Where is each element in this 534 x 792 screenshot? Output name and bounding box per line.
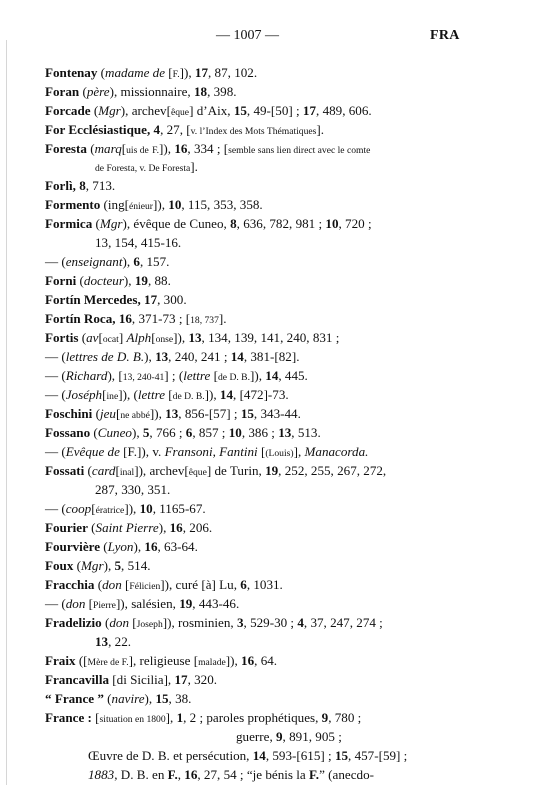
entry-text: ), [144,691,156,706]
entry-text: — ( [45,368,66,383]
page-edge-shadow [6,40,7,785]
entry-text: , 381-[82]. [243,349,300,364]
entry-text: ([ [75,653,88,668]
entry-term: Foux [45,558,74,573]
index-line [45,216,372,232]
entry-small: êque [188,467,207,478]
entry-text: , 27, 54 ; “je bénis la [197,767,310,782]
entry-small: Joseph [136,619,163,630]
entry-text: , 206. [182,520,213,535]
entry-term: 19 [134,273,148,288]
entry-text: ( [94,577,103,592]
entry-italic: Cuneo [97,425,132,440]
entry-text: ( [86,141,95,156]
entry-text: , 63-64. [157,539,198,554]
entry-text: ]), [152,197,169,212]
entry-text: , 49-[50] ; [246,103,303,118]
entry-text: ]), rosminien, [162,615,237,630]
entry-text: ]), [173,330,189,345]
entry-text: ], [165,710,177,725]
entry-text: , 38. [168,691,192,706]
entry-term: 5 [114,558,122,573]
entry-text: ( [87,520,96,535]
entry-term: F. [309,767,320,782]
entry-text: , 398. [207,84,237,99]
entry-term: Forni [45,273,77,288]
entry-italic: Lyon [107,539,134,554]
index-line [45,463,386,481]
entry-text: [ [85,596,94,611]
entry-text: , 513. [291,425,321,440]
entry-term: F. [167,767,178,782]
entry-italic: navire [111,691,145,706]
entry-text: ), [144,349,156,364]
entry-text: , 134, 139, 141, 240, 831 ; [201,330,340,345]
entry-text: ” (anecdo- [319,767,374,782]
entry-term: Foresta [45,141,87,156]
entry-text: , 22. [108,634,132,649]
entry-text: (ing[ [100,197,129,212]
entry-text: , D. B. en [114,767,168,782]
entry-text: ), [123,273,135,288]
entry-text: , 856-[57] ; [178,406,241,421]
entry-italic: don [65,596,86,611]
entry-term: Fortis [45,330,79,345]
entry-text: [di Sicilia], [109,672,175,687]
entry-text: ( [84,463,92,478]
entry-text: ), [ [107,368,123,383]
entry-term: 8 [230,216,237,231]
entry-small: Pierre [93,600,116,611]
entry-text: , 636, 782, 981 ; [236,216,326,231]
entry-small: De Foresta [148,163,191,174]
entry-term: Fraix [45,653,76,668]
entry-term: 9 [321,710,329,725]
entry-small: onse [155,334,174,345]
entry-term: Fourvière [45,539,101,554]
index-line [45,577,283,595]
entry-text: [ [102,387,107,402]
entry-text: ]), [124,501,140,516]
entry-text: , 157. [139,254,170,269]
entry-italic: Mgr [99,216,123,231]
entry-text: , 334 ; [ [187,141,229,156]
entry-term: 19 [265,463,279,478]
index-line [45,178,115,194]
entry-term: 6 [240,577,247,592]
entry-text: , 2 ; paroles prophétiques, [183,710,322,725]
entry-term: 14 [219,387,234,402]
index-line [45,311,227,329]
entry-term: 16 [174,141,188,156]
entry-small: F. [172,69,180,80]
entry-italic: Manacorda. [304,444,369,459]
entry-term: Francavilla [45,672,110,687]
entry-term: Fortín Mercedes, [45,292,141,307]
index-line [95,235,181,251]
entry-small: v. l’Index des Mots Thématiques [190,126,317,137]
entry-text: ), [103,558,115,573]
entry-small: ocat [102,334,119,345]
entry-text: [ [98,330,103,345]
index-line [45,425,321,441]
entry-text: ]), [149,406,166,421]
entry-text: , 529-30 ; [243,615,298,630]
entry-italic: lettre [183,368,211,383]
index-line [45,141,370,159]
entry-text: ]), [249,368,266,383]
entry-italic: docteur [83,273,124,288]
entry-text: , 489, 606. [316,103,372,118]
index-line [95,159,198,177]
entry-term: 10 [325,216,339,231]
entry-term: 17 [174,672,188,687]
entry-term: 6 [133,254,140,269]
entry-text: , 766 ; [149,425,186,440]
entry-text: , 514. [121,558,151,573]
entry-text: , 64. [254,653,278,668]
entry-term: 15 [334,748,349,763]
entry-text: ( [90,425,98,440]
index-line [95,482,170,498]
entry-text: [ [115,406,121,421]
page-number: — 1007 — [216,28,279,43]
entry-term: Fourier [45,520,88,535]
entry-term: 15 [233,103,247,118]
entry-text: , 88. [147,273,171,288]
entry-term: Forlì, [45,178,76,193]
entry-italic: don [102,577,122,592]
entry-text: guerre, [236,729,276,744]
entry-term: 13 [95,634,109,649]
entry-italic: don [109,615,130,630]
entry-term: 10 [168,197,182,212]
entry-text: ] de Turin, [206,463,266,478]
index-line [45,122,324,140]
entry-text: ( [92,216,100,231]
entry-term: 13 [188,330,202,345]
entry-text: ] d’Aix, [189,103,234,118]
entry-text: ( [92,406,100,421]
entry-text: ( [78,330,87,345]
entry-text: , 343-44. [253,406,301,421]
entry-small: ine [106,391,119,402]
entry-text: , 1031. [246,577,283,592]
index-line [45,444,368,462]
entry-term: 17 [144,292,158,307]
entry-text: ] [118,330,127,345]
index-line [45,596,239,614]
entry-term: 4 [297,615,304,630]
entry-term: For Ecclésiastique, [45,122,151,137]
entry-text: , 891, 905 ; [282,729,342,744]
index-line [236,729,342,745]
entry-italic: Alph [126,330,152,345]
entry-term: 15 [240,406,254,421]
entry-text: [F.]), v. [119,444,165,459]
entry-text: ( [73,558,82,573]
index-line [45,330,339,348]
entry-italic: 1883 [88,767,115,782]
index-line [45,254,169,270]
entry-text: — ( [45,349,66,364]
index-line [45,558,151,574]
index-line [45,368,308,386]
entry-text: ], religieuse [ [128,653,199,668]
index-line [45,349,299,365]
entry-italic: Mgr [81,558,104,573]
entry-italic: Mgr [98,103,121,118]
entry-text: ( [103,691,112,706]
entry-term: 14 [230,349,244,364]
entry-text: , [177,767,185,782]
entry-italic: lettres de D. B. [65,349,145,364]
index-line [45,387,289,405]
entry-small: Mère de F. [87,657,129,668]
index-line [45,615,383,633]
entry-italic: lettre [137,387,166,402]
entry-term: 6 [185,425,193,440]
entry-text: ( [101,615,110,630]
entry-term: 18 [193,84,208,99]
entry-italic: madame de [105,65,166,80]
entry-text: , 457-[59] ; [348,748,408,763]
index-line [45,292,187,308]
entry-italic: Evêque de [65,444,120,459]
entry-small: 13, 240-41 [122,372,165,383]
entry-small: (Louis) [265,448,294,459]
entry-text: 13, 154, 415-16. [95,235,182,250]
entry-text: ( [97,65,106,80]
entry-text: , 240, 241 ; [168,349,231,364]
index-line [88,767,374,783]
entry-term: Fradelizio [45,615,102,630]
entry-italic: Saint Pierre [95,520,159,535]
index-line [45,520,212,536]
entry-text: — ( [45,501,66,516]
entry-small: énieur [129,201,153,212]
entry-text: Œuvre de D. B. et persécution, [88,748,253,763]
entry-text: ]), salésien, [115,596,180,611]
entry-term: 8 [79,178,86,193]
entry-text: ]), [179,65,195,80]
entry-text: , 27, [ [160,122,191,137]
entry-text: ] ; ( [164,368,184,383]
entry-term: 1 [176,710,184,725]
entry-text: ]), curé [à] Lu, [160,577,241,592]
entry-term: Foschini [45,406,93,421]
entry-text: [ [121,141,127,156]
section-heading: FRA [430,28,460,43]
entry-text: ], [293,444,305,459]
index-line [95,634,131,650]
index-line [45,501,206,519]
entry-text: ]. [316,122,325,137]
index-line [45,273,171,289]
entry-small: 18, 737 [190,315,219,326]
entry-text: ]), [204,387,220,402]
entry-term: 10 [228,425,242,440]
entry-small: de D. B. [218,372,250,383]
entry-text: [ [165,387,173,402]
entry-small: uis de [126,145,149,156]
entry-term: 10 [139,501,153,516]
entry-italic: coop [65,501,92,516]
entry-text: [ [91,501,96,516]
entry-text: ( [90,103,99,118]
entry-italic: card [91,463,116,478]
entry-text: [ [165,65,173,80]
entry-text: ]), [159,141,175,156]
entry-italic: père [86,84,110,99]
entry-text: — ( [45,596,66,611]
entry-small: inal [119,467,135,478]
entry-text: , 713. [85,178,116,193]
index-line [45,103,372,121]
entry-small: êque [170,107,190,118]
entry-text: , [472]-73. [233,387,289,402]
entry-italic: av [86,330,99,345]
index-line [45,691,191,707]
entry-term: 14 [265,368,279,383]
entry-text: ), [122,254,134,269]
entry-text: [ [91,710,100,725]
entry-text: ), missionnaire, [109,84,194,99]
entry-term: 17 [302,103,317,118]
entry-text: ]), ( [118,387,138,402]
entry-term: 16 [184,767,198,782]
entry-text: , 780 ; [328,710,362,725]
entry-text: ( [79,84,87,99]
entry-term: Fossano [45,425,91,440]
entry-text: , 1165-67. [152,501,206,516]
entry-term: 16 [241,653,255,668]
index-line [45,710,361,728]
entry-italic: marq [94,141,122,156]
entry-text: ]), archev[ [134,463,189,478]
entry-text: — ( [45,444,66,459]
entry-term: Formento [45,197,101,212]
entry-term: 13 [155,349,169,364]
entry-term: “ France ” [45,691,104,706]
entry-term: 16 [169,520,183,535]
entry-text: ), [131,425,143,440]
entry-text: , 252, 255, 267, 272, [278,463,387,478]
entry-text: ( [100,539,108,554]
entry-italic: Fransoni, Fantini [164,444,258,459]
entry-small: semble sans lien direct avec le comte [228,145,371,156]
entry-italic: Joséph [65,387,103,402]
entry-italic: jeu [99,406,116,421]
entry-text: , 320. [187,672,218,687]
entry-text: , 87, 102. [208,65,258,80]
entry-text: [ [151,330,156,345]
entry-text: , 115, 353, 358. [181,197,263,212]
entry-term: 16 [144,539,158,554]
entry-text: , 445. [278,368,308,383]
index-line [45,672,217,688]
entry-text: [ [210,368,218,383]
entry-text: [ [257,444,266,459]
entry-small: F. [152,145,160,156]
entry-term: 19 [179,596,193,611]
entry-text: , 443-46. [192,596,240,611]
entry-term: 5 [142,425,150,440]
index-line [45,84,237,100]
entry-small: de Foresta, v. [95,163,149,174]
index-line [45,539,198,555]
entry-small: Félicien [129,581,161,592]
entry-text: , 720 ; [338,216,372,231]
index-line [45,406,301,424]
entry-term: Foran [45,84,80,99]
entry-term: France : [45,710,92,725]
entry-term: Formica [45,216,93,231]
entry-text: ]), [225,653,242,668]
entry-small: ératrice [95,505,125,516]
entry-text: ), [133,539,145,554]
entry-text: , 37, 247, 274 ; [303,615,383,630]
entry-term: Fortín Roca, [45,311,116,326]
entry-small: ne abbé [120,410,150,421]
entry-text: [ [115,463,120,478]
entry-small: malade [198,657,226,668]
entry-text: , 300. [157,292,187,307]
entry-term: 13 [165,406,179,421]
entry-term: 15 [155,691,169,706]
index-line [45,197,263,215]
entry-text: , 857 ; [192,425,229,440]
entry-term: 14 [252,748,266,763]
entry-term: Forcade [45,103,91,118]
entry-term: 16 [118,311,132,326]
index-line [88,748,407,764]
index-line [45,653,277,671]
entry-small: situation en 1800 [99,714,166,725]
entry-text: — ( [45,387,66,402]
entry-text: — ( [45,254,66,269]
entry-text: [ [121,577,130,592]
entry-text: ), évêque de Cuneo, [122,216,231,231]
entry-small: de D. B. [172,391,205,402]
entry-term: Fontenay [45,65,98,80]
entry-text: , 386 ; [241,425,279,440]
index-line [45,65,257,83]
entry-italic: enseignant [65,254,123,269]
entry-term: 9 [276,729,283,744]
entry-term: 13 [278,425,292,440]
entry-text: ), archev[ [120,103,171,118]
entry-term: 17 [194,65,208,80]
entry-text: , 371-73 ; [ [131,311,191,326]
entry-text: ]. [190,159,198,174]
entry-italic: Richard [65,368,108,383]
entry-text: ]. [218,311,227,326]
entry-text: ( [76,273,84,288]
entry-text: [ [129,615,137,630]
entry-term: Fossati [45,463,85,478]
entry-text: ), [158,520,170,535]
entry-text: , 593-[615] ; [265,748,335,763]
entry-term: 3 [236,615,244,630]
entry-term: 4 [153,122,161,137]
entry-term: Fracchia [45,577,95,592]
entry-text: 287, 330, 351. [95,482,171,497]
